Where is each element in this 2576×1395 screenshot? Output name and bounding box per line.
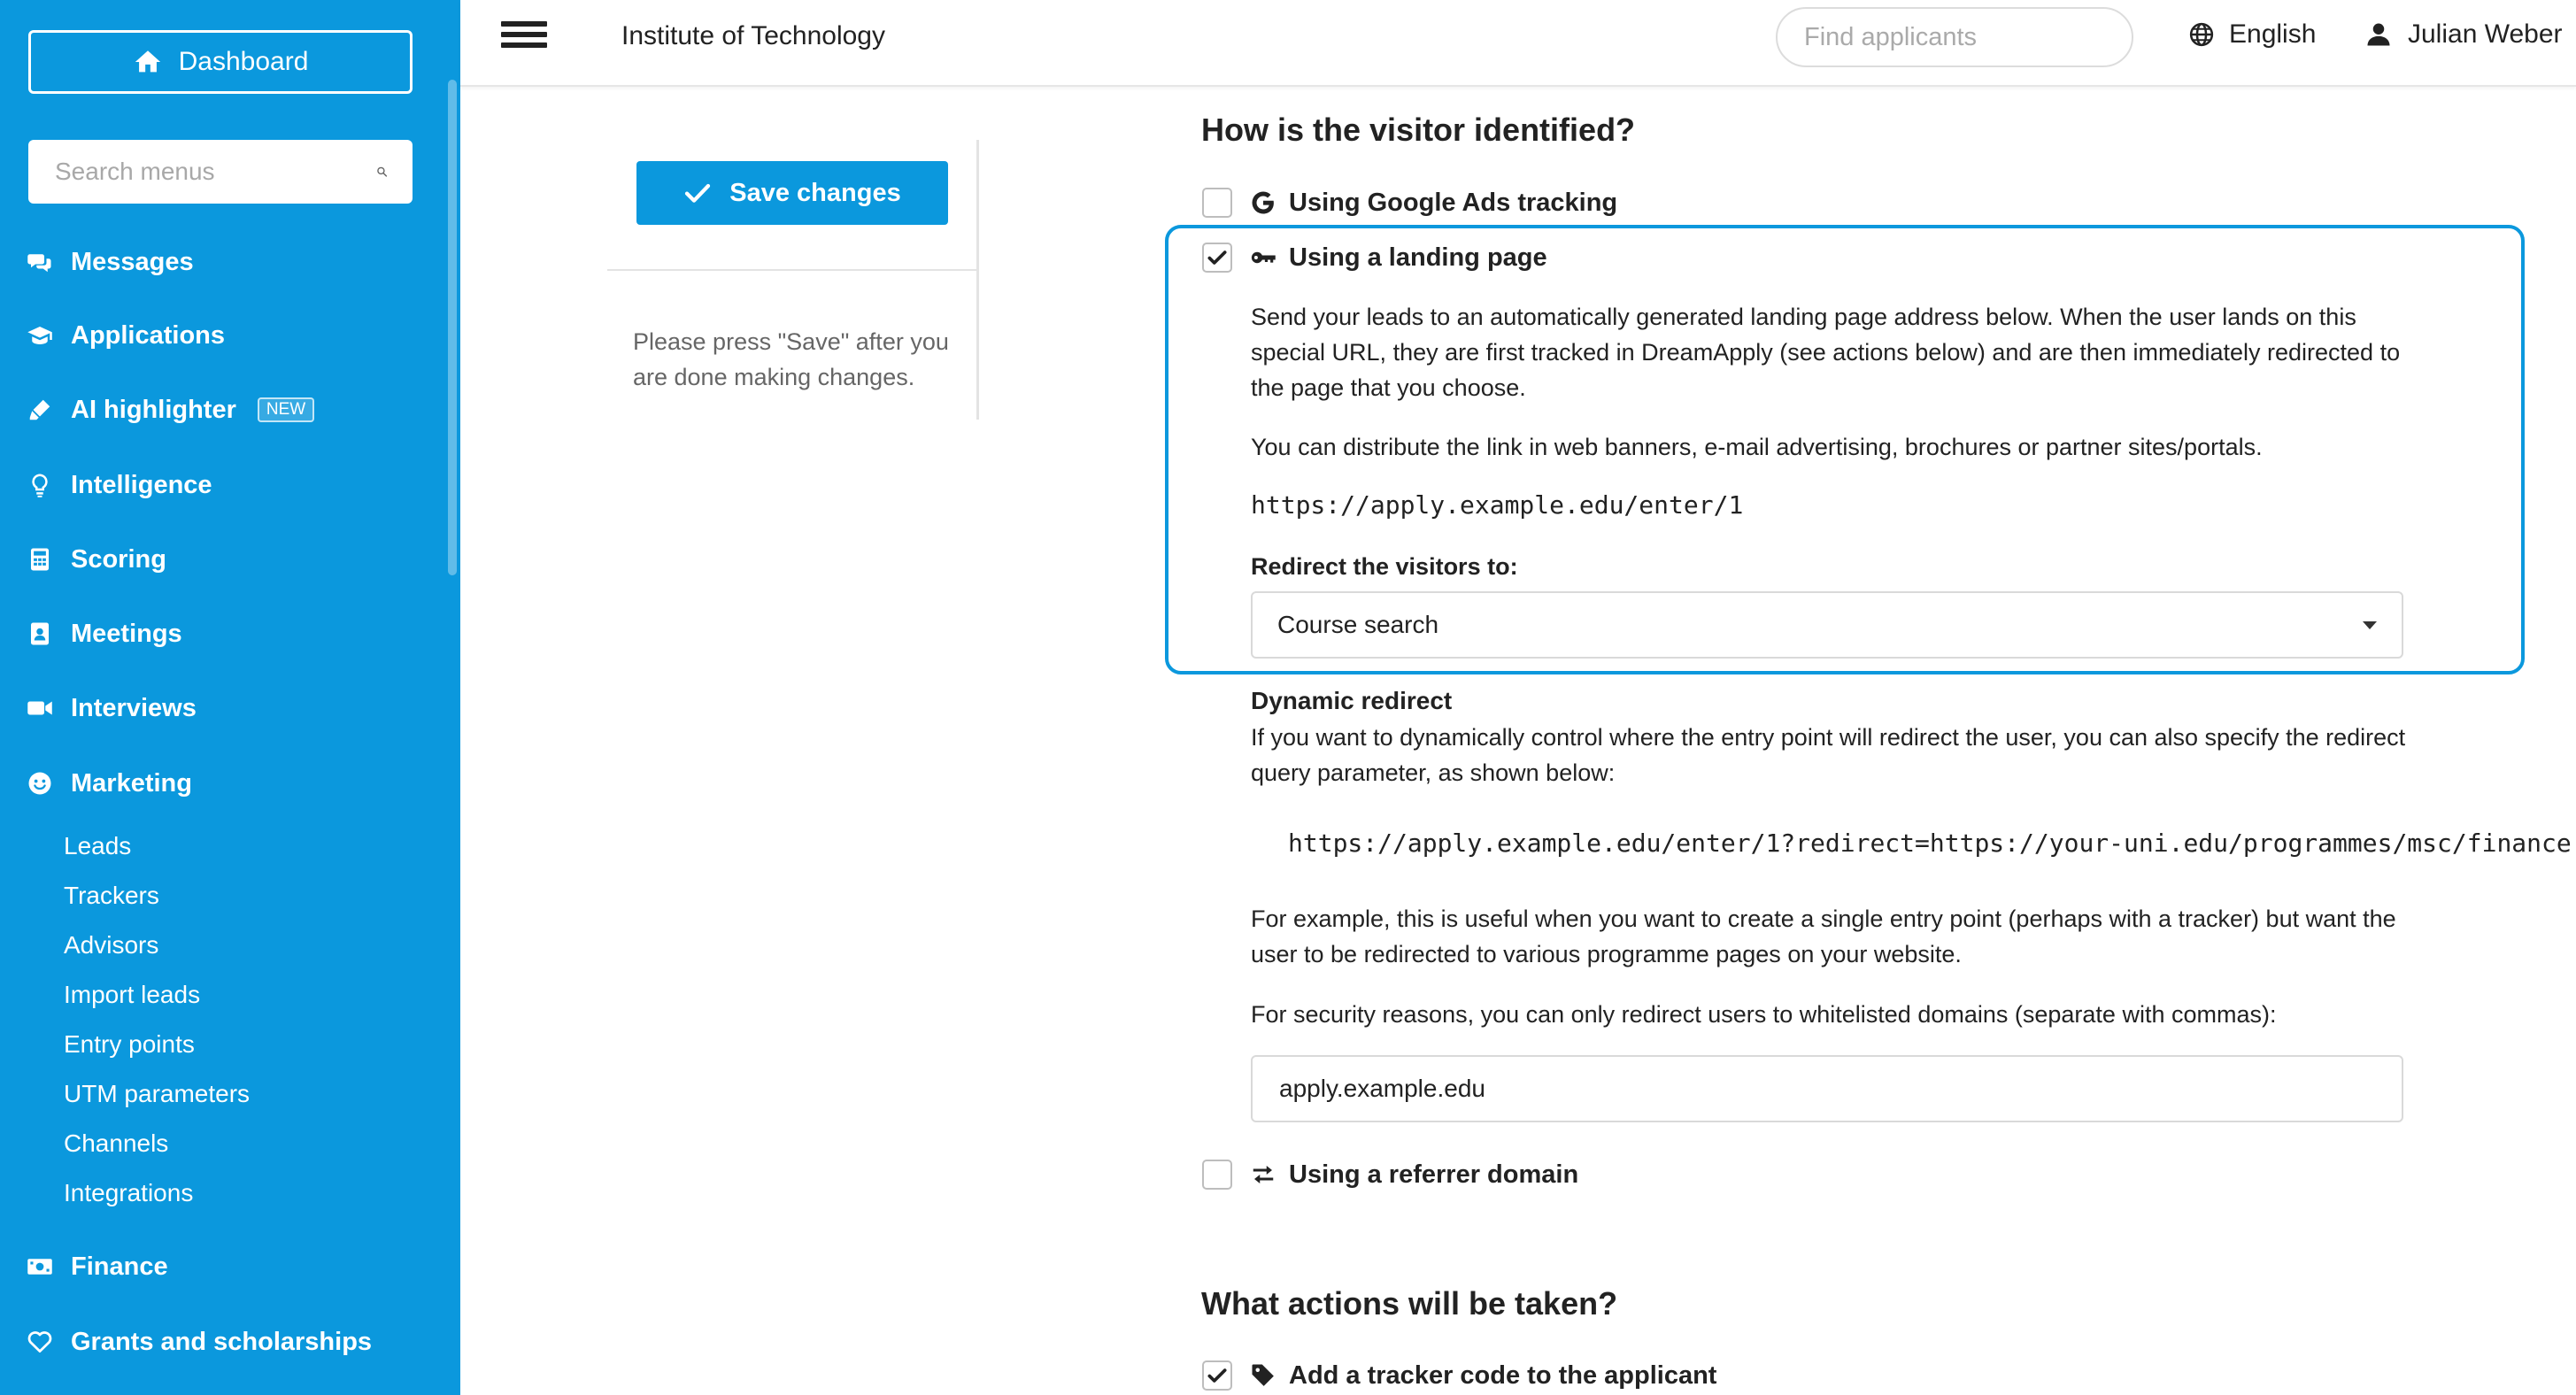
dashboard-label: Dashboard (178, 47, 309, 76)
language-label: English (2229, 19, 2317, 49)
sidebar-item-label: Finance (71, 1252, 168, 1281)
landing-page-url: https://apply.example.edu/enter/1 (1251, 490, 1744, 520)
hamburger-menu-icon[interactable] (501, 16, 547, 62)
sidebar-item-interviews[interactable] (25, 686, 197, 730)
video-camera-icon (25, 693, 55, 723)
key-icon (1248, 243, 1278, 273)
tracker-code-label: Add a tracker code to the applicant (1289, 1361, 1717, 1390)
sidebar-item-finance[interactable] (25, 1245, 168, 1289)
sidebar-subitem-trackers[interactable]: Trackers (64, 882, 159, 909)
new-badge: NEW (258, 397, 314, 422)
sidebar-item-label: Applications (71, 320, 226, 350)
search-icon (376, 158, 388, 186)
language-selector[interactable] (2188, 19, 2316, 50)
exchange-arrows-icon (1248, 1160, 1278, 1190)
sidebar-item-messages[interactable] (25, 240, 194, 284)
identification-heading: How is the visitor identified? (1201, 112, 1636, 148)
sidebar-item-applications[interactable] (25, 313, 225, 358)
dynamic-redirect-text: If you want to dynamically control where the entry point will redirect the user, you can also specify the redirect query parameter, as shown below: (1251, 724, 2406, 786)
sidebar-subitem-entry-points[interactable]: Entry points (64, 1030, 195, 1058)
sidebar (0, 0, 460, 1395)
sidebar-subitem-leads[interactable]: Leads (64, 832, 132, 859)
check-icon (1206, 246, 1229, 269)
smile-icon (25, 768, 55, 798)
check-icon (683, 179, 712, 207)
divider (607, 269, 977, 271)
highlighter-icon (25, 395, 55, 425)
sidebar-item-intelligence[interactable] (25, 463, 212, 507)
google-ads-checkbox[interactable] (1202, 188, 1232, 218)
save-changes-button[interactable] (636, 161, 948, 225)
sidebar-item-ai-highlighter[interactable] (25, 388, 314, 432)
save-changes-label: Save changes (729, 178, 901, 207)
chevron-down-icon (2363, 621, 2377, 629)
money-bill-icon (25, 1252, 55, 1282)
tag-icon (1248, 1360, 1278, 1391)
landing-page-distribute-text: You can distribute the link in web banners, e-mail advertising, brochures or partner sites/portals. (1251, 434, 2263, 460)
graduation-cap-icon (25, 320, 55, 351)
contact-card-icon (25, 619, 55, 649)
tracker-code-checkbox[interactable] (1202, 1360, 1232, 1391)
save-hint-text: Please press "Save" after you are done making changes. (633, 328, 949, 390)
heart-icon (25, 1327, 55, 1357)
sidebar-subitem-channels[interactable]: Channels (64, 1129, 169, 1157)
actions-heading: What actions will be taken? (1201, 1285, 1618, 1322)
dynamic-redirect-heading: Dynamic redirect (1251, 687, 1453, 714)
sidebar-subitem-advisors[interactable]: Advisors (64, 931, 159, 959)
applicant-search[interactable] (1776, 7, 2133, 67)
institution-name: Institute of Technology (621, 21, 885, 50)
google-icon (1248, 188, 1278, 218)
sidebar-item-label: AI highlighter (71, 395, 236, 424)
referrer-domain-checkbox[interactable] (1202, 1160, 1232, 1190)
referrer-domain-label: Using a referrer domain (1289, 1160, 1579, 1189)
dynamic-redirect-example-url: https://apply.example.edu/enter/1?redirect=https://your-uni.edu/programmes/msc/finance (1288, 829, 2572, 858)
sidebar-scroll-thumb[interactable] (448, 80, 457, 575)
user-name: Julian Weber (2408, 19, 2563, 49)
calculator-icon (25, 544, 55, 574)
redirect-select[interactable] (1251, 591, 2403, 659)
whitelist-text: For security reasons, you can only redirect users to whitelisted domains (separate with commas): (1251, 1001, 2277, 1028)
sidebar-item-label: Messages (71, 247, 194, 276)
sidebar-item-marketing[interactable] (25, 761, 192, 805)
user-icon (2365, 21, 2392, 48)
dynamic-redirect-example-text: For example, this is useful when you want to create a single entry point (perhaps with a tracker) but want the user to be redirected to various programme pages on your website. (1251, 906, 2396, 967)
lightbulb-icon (25, 470, 55, 500)
google-ads-label: Using Google Ads tracking (1289, 189, 1618, 217)
sidebar-item-label: Meetings (71, 619, 182, 648)
globe-icon (2188, 21, 2215, 48)
landing-page-label: Using a landing page (1289, 243, 1547, 272)
home-icon (133, 47, 163, 77)
comments-icon (25, 247, 55, 277)
top-bar (460, 0, 2576, 87)
landing-page-description: Send your leads to an automatically generated landing page address below. When the user lands on this special URL, they are first tracked in DreamApply (see actions below) and are then immediately redirected to the page that you choose. (1251, 304, 2401, 401)
whitelist-domains-input[interactable] (1277, 1074, 2377, 1104)
sidebar-item-label: Marketing (71, 768, 192, 798)
sidebar-item-grants[interactable] (25, 1320, 372, 1364)
landing-page-checkbox[interactable] (1202, 243, 1232, 273)
redirect-label: Redirect the visitors to: (1251, 553, 1518, 580)
sidebar-subitem-utm-parameters[interactable]: UTM parameters (64, 1080, 251, 1107)
sidebar-subitem-integrations[interactable]: Integrations (64, 1179, 194, 1206)
sidebar-item-label: Interviews (71, 693, 197, 722)
sidebar-scrollbar[interactable] (444, 0, 460, 1395)
sidebar-item-scoring[interactable] (25, 537, 166, 582)
redirect-select-value: Course search (1277, 611, 1439, 638)
sidebar-item-label: Intelligence (71, 470, 212, 499)
check-icon (1206, 1364, 1229, 1387)
applicant-search-input[interactable] (1802, 22, 2140, 53)
whitelist-domains-field[interactable] (1251, 1055, 2403, 1122)
sidebar-item-label: Scoring (71, 544, 166, 574)
user-menu[interactable] (2365, 19, 2563, 50)
dashboard-button[interactable] (28, 30, 413, 94)
menu-search-input[interactable] (53, 157, 376, 187)
sidebar-item-meetings[interactable] (25, 612, 182, 656)
menu-search[interactable] (28, 140, 413, 204)
divider (976, 140, 979, 420)
sidebar-subitem-import-leads[interactable]: Import leads (64, 981, 201, 1008)
sidebar-item-label: Grants and scholarships (71, 1327, 373, 1356)
